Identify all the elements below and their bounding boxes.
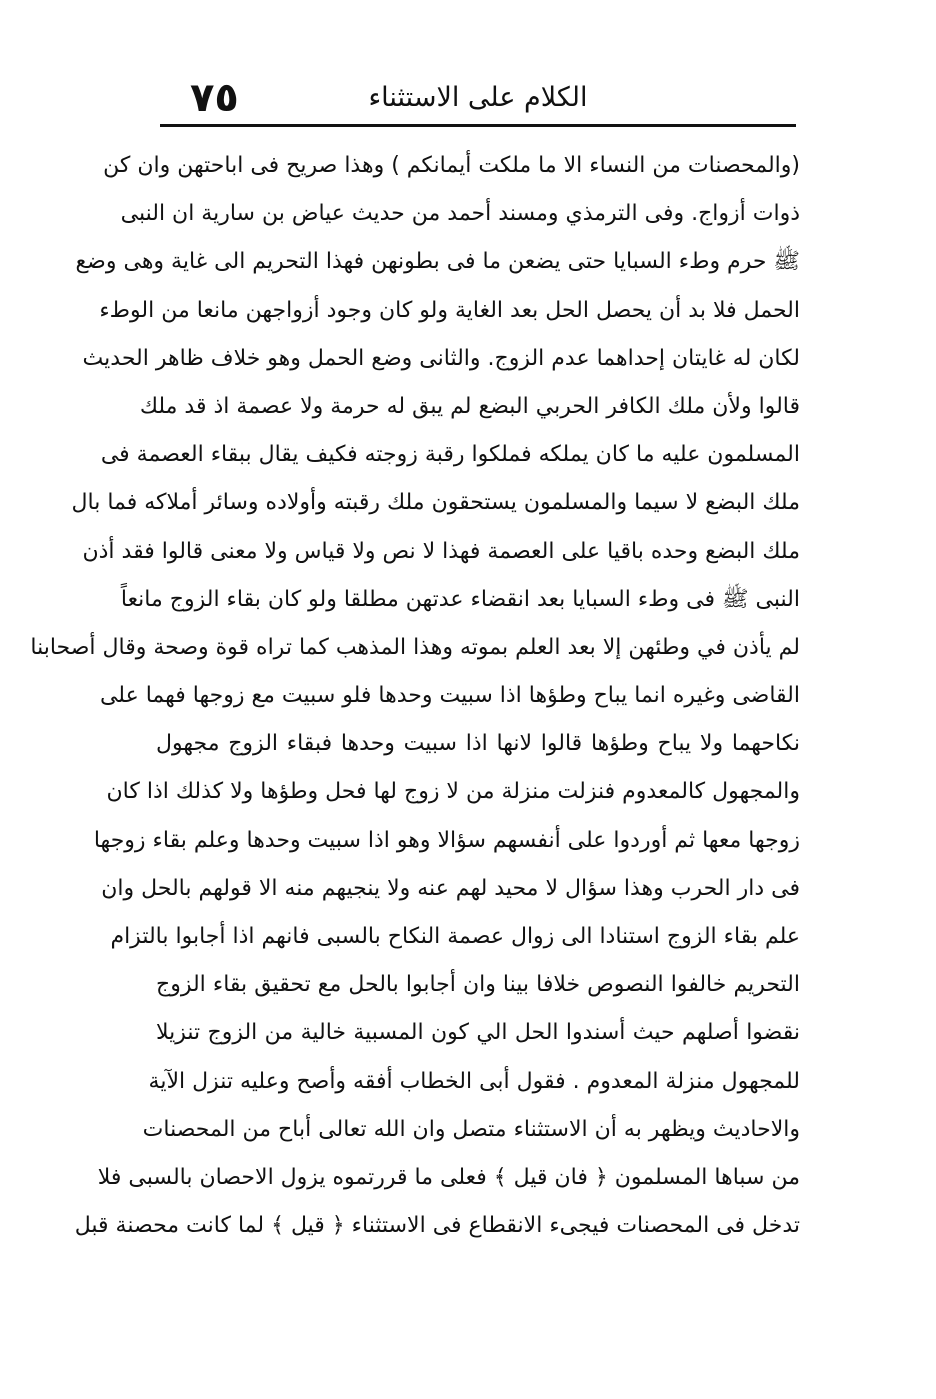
running-title: الكلام على الاستثناء: [368, 82, 588, 113]
text-line: القاضى وغيره انما يباح وطؤها اذا سبيت وحدها فلو سبيت مع زوجها فهما على: [99, 683, 800, 709]
text-line: علم بقاء الزوج استنادا الى زوال عصمة النكاح بالسبى فانهم اذا أجابوا بالتزام: [110, 924, 800, 949]
text-line: فى دار الحرب وهذا سؤال لا محيد لهم عنه ولا ينجيهم منه الا قولهم بالحل وان: [101, 875, 800, 901]
text-line: المسلمون عليه ما كان يملكه فملكوا رقبة زوجته فكيف يقال ببقاء العصمة فى: [100, 442, 800, 468]
text-line: الحمل فلا بد أن يحصل الحل بعد الغاية ولو كان وجود أزواجهن مانعا من الوطء: [99, 297, 800, 323]
text-line: تدخل فى المحصنات فيجىء الانقطاع فى الاستثناء ﴿ قيل ﴾ لما كانت محصنة قبل: [74, 1213, 800, 1239]
text-line: لكان له غايتان إحداهما عدم الزوج. والثانى وضع الحمل وهو خلاف ظاهر الحديث: [82, 345, 800, 371]
text-line: نقضوا أصلهم حيث أسندوا الحل الي كون المسبية خالية من الزوج تنزيلا: [156, 1020, 800, 1046]
text-line: زوجها معها ثم أوردوا على أنفسهم سؤالا وهو اذا سبيت وحدها وعلم بقاء زوجها: [93, 827, 800, 853]
page-number: ٧٥: [190, 75, 239, 121]
header-rule: [160, 124, 796, 127]
text-line: للمجهول منزلة المعدوم . فقول أبى الخطاب أفقه وأصح وعليه تنزل الآية: [148, 1068, 800, 1094]
text-line: والمجهول كالمعدوم فنزلت منزلة من لا زوج لها فحل وطؤها ولا كذلك اذا كان: [106, 779, 800, 805]
text-line: ذوات أزواج. وفى الترمذي ومسند أحمد من حديث عياض بن سارية ان النبى: [120, 201, 800, 227]
text-line: قالوا ولأن ملك الكافر الحربي البضع لم يبق له حرمة ولا عصمة اذ قد ملك: [139, 393, 800, 419]
body-text: [30, 142, 800, 1250]
text-line: (والمحصنات من النساء الا ما ملكت أيمانكم ) وهذا صريح فى اباحتهن وان كن: [103, 153, 800, 178]
text-line: النبى ﷺ فى وطء السبايا بعد انقضاء عدتهن مطلقا ولو كان بقاء الزوج مانعاً: [120, 586, 800, 612]
text-line: ﷺ حرم وطء السبايا حتى يضعن ما فى بطونهن فهذا التحريم الى غاية وهى وضع: [75, 249, 800, 275]
text-line: من سباها المسلمون ﴿ فان قيل ﴾ فعلى ما قررتموه يزول الاحصان بالسبى فلا: [97, 1164, 800, 1190]
text-line: التحريم خالفوا النصوص خلافا بينا وان أجابوا بالحل مع تحقيق بقاء الزوج: [156, 972, 800, 998]
text-line: لم يأذن في وطئهن إلا بعد العلم بموته وهذا المذهب كما تراه قوة وصحة وقال أصحابنا: [30, 634, 800, 660]
text-line: ملك البضع وحده باقيا على العصمة فهذا لا نص ولا قياس ولا معنى قالوا فقد أذن: [82, 538, 800, 564]
text-line: والاحاديث ويظهر به أن الاستثناء متصل وان الله تعالى أباح من المحصنات: [142, 1116, 800, 1142]
page-header: [160, 70, 796, 126]
text-line: نكاحهما ولا يباح وطؤها قالوا لانها اذا سبيت وحدها فبقاء الزوج مجهول: [156, 731, 800, 757]
text-line: ملك البضع لا سيما والمسلمون يستحقون ملك رقبته وأولاده وسائر أملاكه فما بال: [71, 490, 800, 516]
